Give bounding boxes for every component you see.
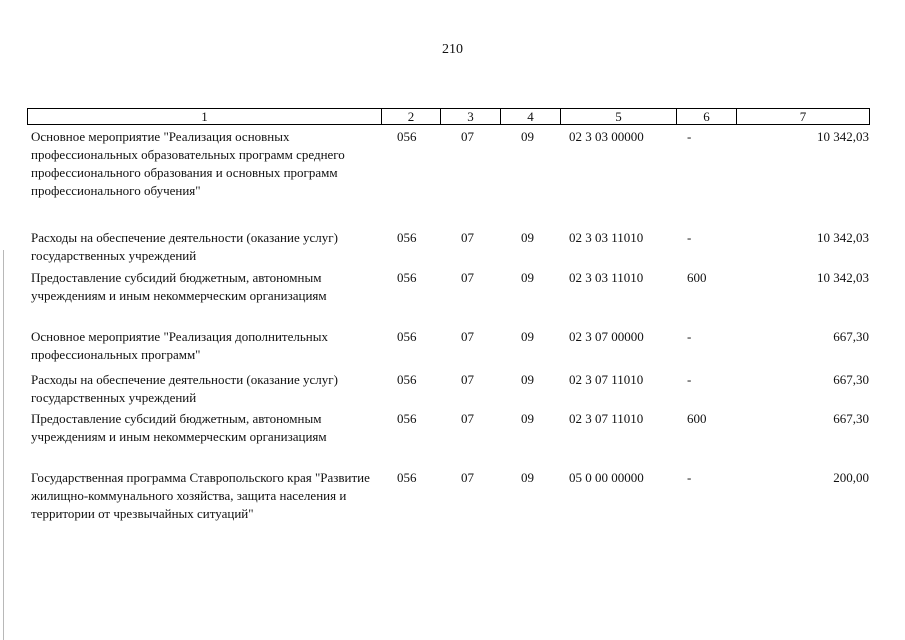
column-header-5: 5: [561, 109, 677, 125]
row-code-4: 09: [521, 329, 534, 344]
row-code-3: 07: [461, 470, 474, 485]
row-code-5: 05 0 00 00000: [569, 470, 644, 485]
row-code-3: 07: [461, 411, 474, 426]
row-name: Государственная программа Ставропольского края "Развитие жилищно-коммунального хозяйства, защита населения и территории от чрезвычайных ситуаций": [31, 470, 370, 521]
row-amount: 667,30: [833, 329, 869, 344]
row-name: Расходы на обеспечение деятельности (оказание услуг) государственных учреждений: [31, 230, 338, 263]
row-code-4: 09: [521, 470, 534, 485]
column-header-7: 7: [737, 109, 870, 125]
row-amount: 10 342,03: [817, 270, 869, 285]
row-code-5: 02 3 07 11010: [569, 372, 644, 387]
row-code-2: 056: [397, 230, 417, 245]
row-code-6: 600: [687, 270, 707, 285]
row-amount: 667,30: [833, 411, 869, 426]
row-amount: 200,00: [833, 470, 869, 485]
row-code-2: 056: [397, 411, 417, 426]
row-amount: 10 342,03: [817, 230, 869, 245]
column-header-2: 2: [382, 109, 441, 125]
row-code-2: 056: [397, 470, 417, 485]
row-code-4: 09: [521, 372, 534, 387]
row-name: Основное мероприятие "Реализация основных профессиональных образовательных программ среднего профессионального образования и основных программ профессионального обучения": [31, 129, 345, 198]
row-code-2: 056: [397, 372, 417, 387]
row-amount: 10 342,03: [817, 129, 869, 144]
scan-edge-line: [3, 250, 4, 640]
row-code-2: 056: [397, 129, 417, 144]
column-header-row: [28, 109, 870, 125]
row-code-5: 02 3 03 11010: [569, 230, 644, 245]
column-header-4: 4: [501, 109, 561, 125]
row-code-5: 02 3 07 00000: [569, 329, 644, 344]
column-header-table: [27, 108, 870, 125]
row-code-5: 02 3 07 11010: [569, 411, 644, 426]
row-code-4: 09: [521, 411, 534, 426]
row-code-5: 02 3 03 00000: [569, 129, 644, 144]
row-code-3: 07: [461, 329, 474, 344]
column-header-3: 3: [441, 109, 501, 125]
row-name: Предоставление субсидий бюджетным, автономным учреждениям и иным некоммерческим организациям: [31, 270, 327, 303]
row-code-4: 09: [521, 270, 534, 285]
row-code-4: 09: [521, 230, 534, 245]
row-code-3: 07: [461, 230, 474, 245]
row-code-3: 07: [461, 270, 474, 285]
row-code-3: 07: [461, 372, 474, 387]
row-code-6: -: [687, 470, 692, 485]
row-code-6: -: [687, 329, 692, 344]
row-name: Предоставление субсидий бюджетным, автономным учреждениям и иным некоммерческим организациям: [31, 411, 327, 444]
row-code-4: 09: [521, 129, 534, 144]
row-name: Основное мероприятие "Реализация дополнительных профессиональных программ": [31, 329, 328, 362]
row-code-6: 600: [687, 411, 707, 426]
column-header-1: 1: [28, 109, 382, 125]
row-code-3: 07: [461, 129, 474, 144]
row-code-6: -: [687, 129, 692, 144]
row-code-6: -: [687, 230, 692, 245]
row-name: Расходы на обеспечение деятельности (оказание услуг) государственных учреждений: [31, 372, 338, 405]
row-amount: 667,30: [833, 372, 869, 387]
row-code-2: 056: [397, 270, 417, 285]
row-code-5: 02 3 03 11010: [569, 270, 644, 285]
column-header-6: 6: [677, 109, 737, 125]
row-code-6: -: [687, 372, 692, 387]
page-number: 210: [442, 42, 463, 57]
row-code-2: 056: [397, 329, 417, 344]
